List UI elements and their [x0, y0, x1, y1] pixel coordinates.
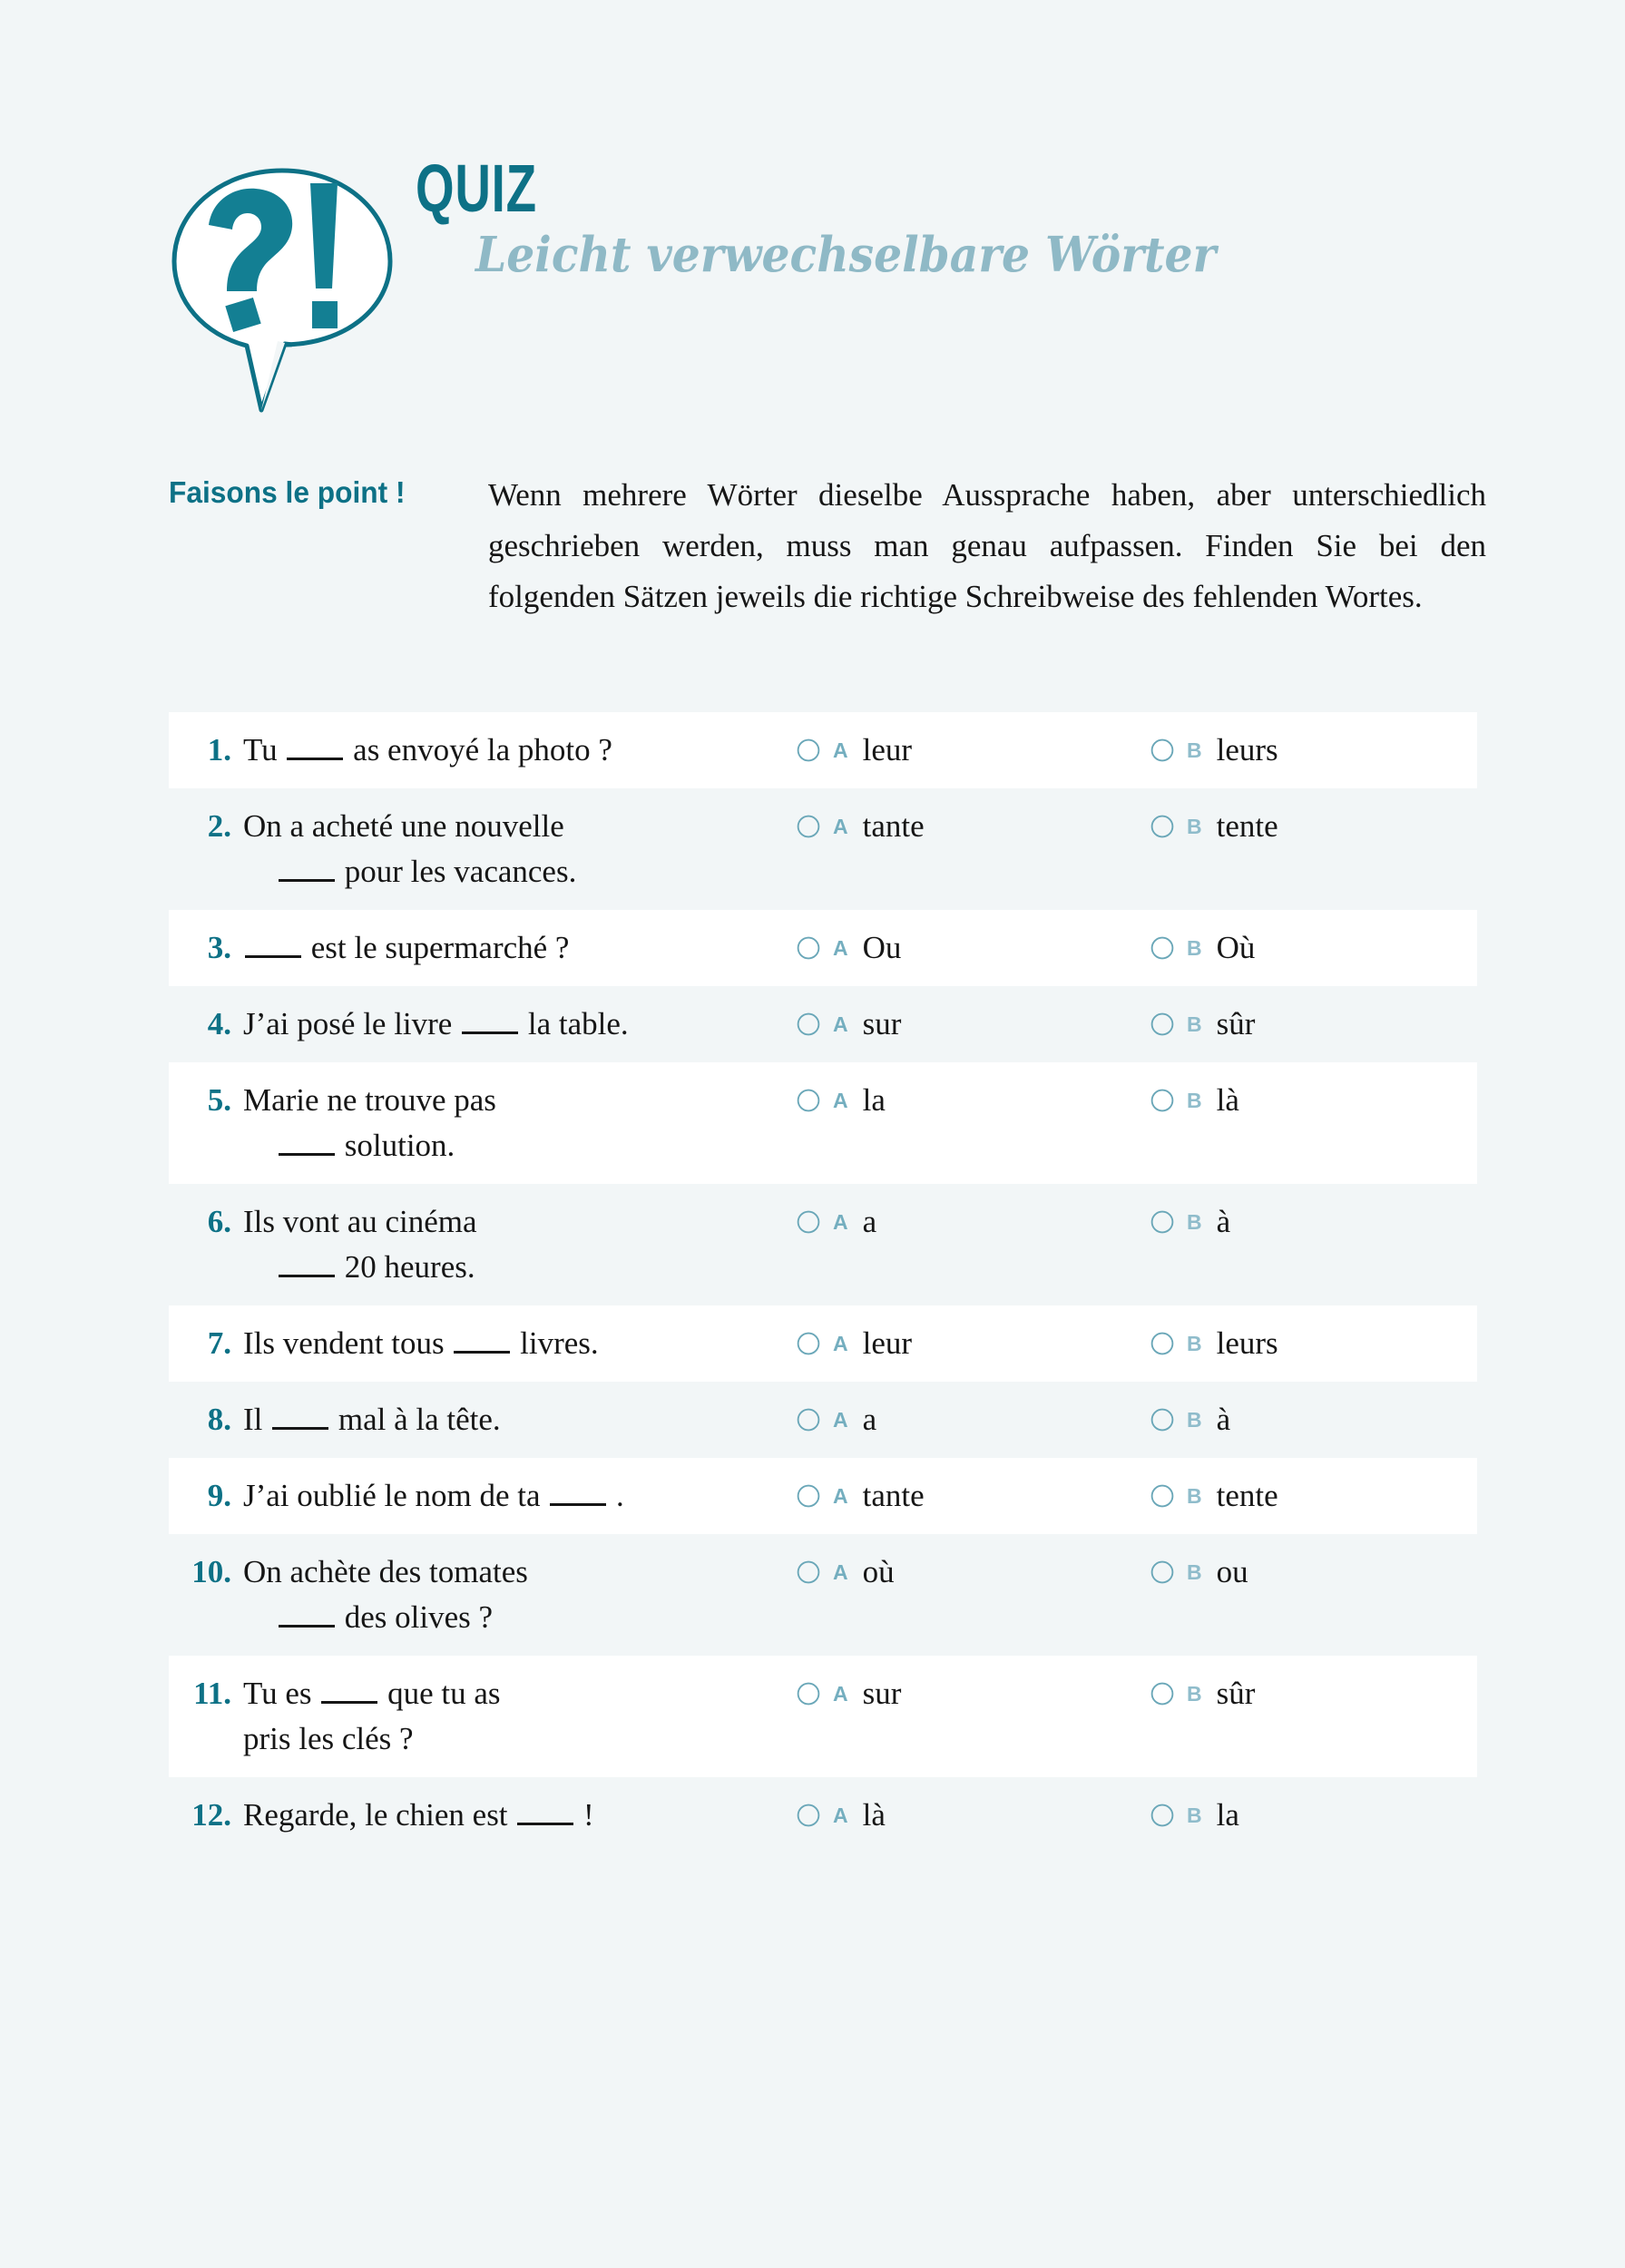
radio-button-icon[interactable] — [796, 1331, 821, 1356]
option-A[interactable] — [796, 1549, 1150, 1595]
option-letter-A: A — [833, 1332, 848, 1355]
question-text-post: mal à la tête. — [330, 1402, 501, 1437]
option-letter-B: B — [1187, 1089, 1202, 1112]
radio-button-icon[interactable] — [796, 1407, 821, 1432]
question-text-pre: Ils vont au cinéma — [243, 1204, 477, 1239]
question-number: 8. — [207, 1402, 231, 1437]
question-text-pre: Regarde, le chien est — [243, 1797, 516, 1833]
question-text-pre: On achète des tomates — [243, 1554, 528, 1589]
answer-blank — [321, 1677, 377, 1704]
page-title: QUIZ — [416, 151, 537, 226]
quiz-row — [169, 712, 1477, 788]
radio-button-icon[interactable] — [1150, 1209, 1175, 1235]
question-number: 11. — [193, 1676, 231, 1711]
option-letter-B: B — [1187, 1560, 1202, 1584]
page-subtitle: Leicht verwechselbare Wörter — [475, 227, 1217, 283]
question-number: 6. — [207, 1204, 231, 1239]
option-A[interactable] — [796, 728, 1150, 773]
option-B[interactable] — [1150, 925, 1477, 971]
radio-button-icon[interactable] — [1150, 935, 1175, 961]
radio-button-icon[interactable] — [1150, 738, 1175, 763]
question-text-pre: On a acheté une nouvelle — [243, 808, 564, 844]
question-number: 2. — [207, 808, 231, 844]
radio-button-icon[interactable] — [1150, 1088, 1175, 1113]
question-text — [243, 1002, 796, 1047]
option-letter-B: B — [1187, 815, 1202, 838]
option-B[interactable] — [1150, 1549, 1477, 1595]
question-text-line2 — [243, 1123, 787, 1168]
question-number: 4. — [207, 1006, 231, 1041]
radio-button-icon[interactable] — [1150, 814, 1175, 839]
question-text-post: la table. — [520, 1006, 629, 1041]
question-text-pre: Ils vendent tous — [243, 1325, 453, 1361]
option-text-A: là — [862, 1797, 886, 1833]
radio-button-icon[interactable] — [796, 1088, 821, 1113]
radio-button-icon[interactable] — [796, 1483, 821, 1509]
quiz-row — [169, 1777, 1477, 1853]
option-letter-B: B — [1187, 1682, 1202, 1706]
quiz-row — [169, 788, 1477, 910]
answer-blank — [279, 855, 335, 882]
quiz-row — [169, 1382, 1477, 1458]
answer-blank — [279, 1601, 335, 1628]
radio-button-icon[interactable] — [1150, 1407, 1175, 1432]
quiz-row — [169, 1305, 1477, 1382]
radio-button-icon[interactable] — [796, 738, 821, 763]
option-text-A: Ou — [862, 930, 902, 965]
answer-blank — [517, 1799, 573, 1825]
answer-blank — [279, 1129, 335, 1156]
option-B[interactable] — [1150, 1671, 1477, 1716]
question-text — [243, 1549, 796, 1640]
question-text-post: livres. — [512, 1325, 599, 1361]
radio-button-icon[interactable] — [796, 1559, 821, 1585]
answer-blank — [550, 1480, 606, 1506]
question-text — [243, 1397, 796, 1442]
question-text-post: as envoyé la photo ? — [345, 732, 612, 767]
quiz-row — [169, 910, 1477, 986]
option-text-B: à — [1216, 1402, 1231, 1437]
option-text-B: leurs — [1216, 732, 1278, 767]
radio-button-icon[interactable] — [1150, 1483, 1175, 1509]
question-text-pre: Tu — [243, 732, 286, 767]
option-A[interactable] — [796, 804, 1150, 849]
option-letter-A: A — [833, 1804, 848, 1827]
question-text — [243, 1793, 796, 1838]
option-B[interactable] — [1150, 1002, 1477, 1047]
option-B[interactable] — [1150, 1473, 1477, 1519]
question-text — [243, 1671, 796, 1762]
title-block — [416, 151, 1486, 283]
quiz-row — [169, 1534, 1477, 1656]
question-number: 1. — [207, 732, 231, 767]
option-text-B: Où — [1216, 930, 1256, 965]
question-text-line2 — [243, 849, 787, 894]
answer-blank — [462, 1008, 518, 1034]
option-A[interactable] — [796, 1321, 1150, 1366]
question-text-line2-text: pour les vacances. — [337, 854, 577, 889]
option-A[interactable] — [796, 1793, 1150, 1838]
question-text-pre: Il — [243, 1402, 271, 1437]
question-text — [243, 1473, 796, 1519]
page-header — [169, 151, 1484, 426]
option-letter-A: A — [833, 1210, 848, 1234]
question-text — [243, 728, 796, 773]
question-number: 10. — [191, 1554, 231, 1589]
question-number: 12. — [191, 1797, 231, 1833]
question-text — [243, 804, 796, 894]
radio-button-icon[interactable] — [796, 1012, 821, 1037]
question-number: 9. — [207, 1478, 231, 1513]
radio-button-icon[interactable] — [796, 1803, 821, 1828]
option-text-A: tante — [862, 808, 925, 844]
option-text-B: tente — [1216, 1478, 1278, 1513]
option-A[interactable] — [796, 925, 1150, 971]
question-text-line2-text: solution. — [337, 1128, 455, 1163]
option-letter-B: B — [1187, 738, 1202, 762]
question-text-post: que tu as — [379, 1676, 501, 1711]
question-text — [243, 1321, 796, 1366]
option-text-B: sûr — [1216, 1676, 1256, 1711]
option-A[interactable] — [796, 1199, 1150, 1245]
answer-blank — [272, 1403, 328, 1430]
option-B[interactable] — [1150, 1321, 1477, 1366]
option-text-A: a — [862, 1204, 877, 1239]
quiz-table — [169, 712, 1477, 1853]
question-text-line2-text: des olives ? — [337, 1599, 494, 1635]
question-text-pre: J’ai oublié le nom de ta — [243, 1478, 549, 1513]
question-text — [243, 1078, 796, 1168]
option-letter-A: A — [833, 1560, 848, 1584]
question-text-line2: pris les clés ? — [243, 1721, 414, 1756]
question-text-post: ! — [575, 1797, 594, 1833]
option-letter-B: B — [1187, 1332, 1202, 1355]
question-text-pre: J’ai posé le livre — [243, 1006, 461, 1041]
question-text-post: . — [608, 1478, 624, 1513]
radio-button-icon[interactable] — [1150, 1331, 1175, 1356]
option-text-A: leur — [862, 1325, 913, 1361]
question-text-line2 — [243, 1245, 787, 1290]
option-text-B: sûr — [1216, 1006, 1256, 1041]
question-number: 5. — [207, 1082, 231, 1118]
question-text-pre: Tu es — [243, 1676, 320, 1711]
option-letter-B: B — [1187, 1484, 1202, 1508]
option-letter-A: A — [833, 1408, 848, 1432]
option-letter-A: A — [833, 1682, 848, 1706]
option-text-A: la — [862, 1082, 886, 1118]
question-number: 3. — [207, 930, 231, 965]
option-text-A: où — [862, 1554, 895, 1589]
radio-button-icon[interactable] — [1150, 1681, 1175, 1706]
quiz-row — [169, 1656, 1477, 1777]
option-letter-B: B — [1187, 1210, 1202, 1234]
option-B[interactable] — [1150, 1078, 1477, 1123]
option-text-A: a — [862, 1402, 877, 1437]
option-A[interactable] — [796, 1002, 1150, 1047]
option-text-B: là — [1216, 1082, 1239, 1118]
option-letter-B: B — [1187, 1408, 1202, 1432]
question-text-line2 — [243, 1595, 787, 1640]
radio-button-icon[interactable] — [796, 935, 821, 961]
option-A[interactable] — [796, 1473, 1150, 1519]
option-letter-A: A — [833, 936, 848, 960]
radio-button-icon[interactable] — [796, 1209, 821, 1235]
option-letter-A: A — [833, 1012, 848, 1036]
option-letter-A: A — [833, 815, 848, 838]
radio-button-icon[interactable] — [1150, 1559, 1175, 1585]
answer-blank — [245, 932, 301, 958]
option-letter-A: A — [833, 1484, 848, 1508]
option-letter-B: B — [1187, 1012, 1202, 1036]
question-exclamation-speech-bubble-icon — [169, 163, 396, 417]
option-text-B: à — [1216, 1204, 1231, 1239]
option-letter-B: B — [1187, 936, 1202, 960]
option-letter-A: A — [833, 1089, 848, 1112]
option-A[interactable] — [796, 1671, 1150, 1716]
radio-button-icon[interactable] — [1150, 1012, 1175, 1037]
question-text-pre: Marie ne trouve pas — [243, 1082, 496, 1118]
answer-blank — [454, 1327, 510, 1354]
intro-label: Faisons le point ! — [169, 475, 406, 509]
option-text-A: tante — [862, 1478, 925, 1513]
radio-button-icon[interactable] — [796, 1681, 821, 1706]
option-A[interactable] — [796, 1078, 1150, 1123]
question-number: 7. — [207, 1325, 231, 1361]
answer-blank — [287, 734, 343, 760]
option-letter-A: A — [833, 738, 848, 762]
quiz-row — [169, 1062, 1477, 1184]
option-text-B: la — [1216, 1797, 1239, 1833]
option-B[interactable] — [1150, 804, 1477, 849]
option-B[interactable] — [1150, 1793, 1477, 1838]
question-text — [243, 925, 796, 971]
option-text-B: leurs — [1216, 1325, 1278, 1361]
option-A[interactable] — [796, 1397, 1150, 1442]
intro-text: Wenn mehrere Wörter dieselbe Aussprache haben, aber unterschiedlich geschrieben werden, muss man genau aufpassen. Finden Sie bei den folgenden Sätzen jeweils die richtige Schreibweise des fehlenden Wortes. — [488, 477, 1486, 614]
option-text-A: leur — [862, 732, 913, 767]
option-B[interactable] — [1150, 1199, 1477, 1245]
option-text-B: ou — [1216, 1554, 1248, 1589]
answer-blank — [279, 1251, 335, 1277]
option-text-A: sur — [862, 1006, 902, 1041]
question-text — [243, 1199, 796, 1290]
option-B[interactable] — [1150, 1397, 1477, 1442]
quiz-row — [169, 1458, 1477, 1534]
question-text-post: est le supermarché ? — [303, 930, 570, 965]
radio-button-icon[interactable] — [1150, 1803, 1175, 1828]
question-text-line2-text: 20 heures. — [337, 1249, 475, 1285]
radio-button-icon[interactable] — [796, 814, 821, 839]
option-B[interactable] — [1150, 728, 1477, 773]
option-text-A: sur — [862, 1676, 902, 1711]
quiz-row — [169, 986, 1477, 1062]
option-letter-B: B — [1187, 1804, 1202, 1827]
quiz-row — [169, 1184, 1477, 1305]
option-text-B: tente — [1216, 808, 1278, 844]
